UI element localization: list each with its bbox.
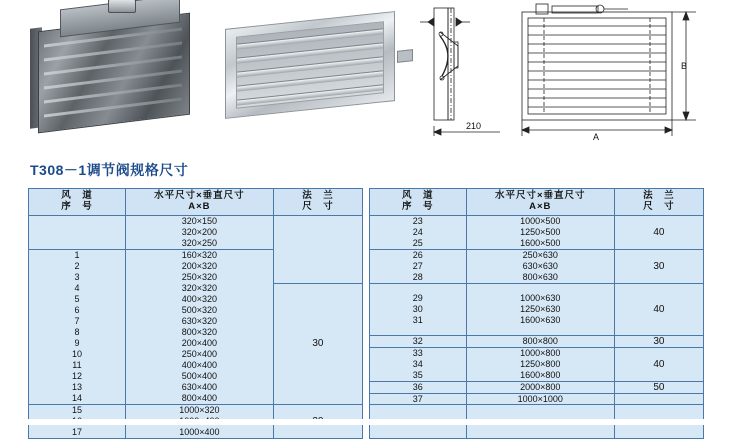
size-value: 630×400 (181, 382, 218, 392)
size-value: 1250×800 (520, 358, 561, 369)
size-value: 630×320 (181, 316, 218, 326)
header-right-seq (369, 189, 466, 216)
seq-value: 29 (412, 292, 423, 303)
seq-value: 28 (412, 272, 423, 282)
size-value: 800×320 (181, 327, 218, 337)
size-value: 1600×500 (520, 238, 561, 248)
left-size-group-1 (125, 250, 273, 405)
right-size-group-1 (466, 250, 614, 284)
seq-value: 23 (412, 216, 423, 226)
seq-value: 14 (71, 393, 82, 403)
table-column-gap (363, 393, 370, 404)
right-seq-group-2 (369, 284, 466, 336)
right-seq-group-0 (369, 216, 466, 250)
header-left-flange (273, 189, 362, 216)
size-value: 400×400 (181, 360, 218, 370)
right-flange-group-1: 30 (614, 250, 703, 284)
size-value: 250×400 (181, 349, 218, 359)
left-flange-top (273, 216, 362, 284)
right-size-group-5: 2000×800 (466, 381, 614, 393)
front-view-height-label: B (681, 61, 688, 71)
size-value: 1250×630 (520, 303, 561, 314)
size-value: 1600×800 (520, 369, 561, 380)
spec-table-wrapper (28, 188, 704, 439)
seq-value: 11 (72, 360, 82, 370)
right-flange-group-0: 40 (614, 216, 703, 250)
right-flange-group-3: 30 (614, 335, 703, 347)
size-value: 1250×500 (520, 227, 561, 237)
header-right-seq-line1: 风 道 (402, 190, 434, 202)
table-row (29, 216, 704, 250)
left-size-group-0 (125, 216, 273, 250)
header-left-seq-line2: 序 号 (61, 201, 93, 212)
right-flange-group-2: 40 (614, 284, 703, 336)
seq-value: 5 (74, 294, 80, 304)
seq-value: 4 (74, 283, 80, 293)
header-left-size-line1: 水平尺寸×垂直尺寸 (154, 190, 245, 202)
size-value: 320×320 (181, 283, 218, 293)
seq-value: 6 (74, 305, 80, 315)
size-value: 630×630 (522, 261, 558, 271)
header-left-size-line2: A×B (188, 201, 211, 212)
right-seq-group-6: 37 (369, 393, 466, 404)
right-size-group-2 (466, 284, 614, 336)
header-right-size-line1: 水平尺寸×垂直尺寸 (495, 190, 586, 202)
right-size-group-3: 800×800 (466, 335, 614, 347)
left-seq-group-1 (29, 250, 126, 405)
right-flange-group-5: 50 (614, 381, 703, 393)
seq-value: 25 (412, 238, 423, 248)
header-left-flange-line2: 尺 寸 (302, 201, 334, 212)
header-left-flange-line1: 法 兰 (302, 190, 334, 202)
seq-value: 2 (74, 261, 80, 271)
right-seq-group-4 (369, 347, 466, 381)
damper-frame (225, 11, 395, 119)
product-image-strip (0, 0, 730, 150)
header-left-size (125, 189, 273, 216)
galvanized-damper-photo (225, 6, 405, 126)
seq-value: 17 (71, 427, 82, 437)
size-value: 160×320 (181, 250, 218, 260)
right-size-group-4 (466, 347, 614, 381)
seq-value: 13 (71, 382, 82, 392)
seq-value: 3 (74, 272, 80, 282)
table-column-gap (363, 250, 370, 284)
seq-value: 33 (412, 347, 423, 358)
seq-value: 26 (412, 250, 423, 260)
seq-value: 15 (71, 405, 82, 415)
size-value: 250×320 (181, 272, 218, 282)
table-column-gap (363, 381, 370, 393)
front-view-drawing (500, 2, 715, 142)
header-left-seq-line1: 风 道 (61, 190, 93, 202)
size-value: 1600×630 (520, 314, 561, 325)
size-value: 1000×400 (179, 427, 220, 437)
page-bottom-cut (0, 419, 730, 425)
seq-value: 7 (74, 316, 80, 326)
seq-value: 27 (412, 261, 423, 271)
size-value: 250×630 (522, 250, 558, 260)
seq-value: 30 (412, 303, 423, 314)
table-column-gap (363, 284, 370, 336)
damper-mounting-lug (397, 49, 413, 63)
header-left-seq (29, 189, 126, 216)
damper-handle-knob (108, 0, 136, 13)
size-value: 400×320 (181, 294, 218, 304)
header-right-size-line2: A×B (529, 201, 552, 212)
header-right-flange-line1: 法 兰 (643, 190, 675, 202)
header-right-size (466, 189, 614, 216)
size-value: 800×630 (522, 272, 558, 282)
seq-value: 12 (71, 371, 82, 381)
size-value: 1000×320 (179, 405, 220, 415)
size-value: 200×400 (181, 338, 218, 348)
table-column-gap (363, 216, 370, 250)
size-value: 1000×500 (520, 216, 561, 226)
table-column-gap (363, 335, 370, 347)
size-value: 320×200 (181, 227, 218, 237)
right-flange-group-6 (614, 393, 703, 404)
seq-value: 34 (412, 358, 423, 369)
stainless-steel-damper-photo (30, 2, 210, 130)
table-column-gap (363, 189, 370, 216)
seq-value: 35 (412, 369, 423, 380)
side-view-dimension-label: 210 (466, 121, 482, 131)
page-title: T308－1调节阀规格尺寸 (30, 162, 189, 178)
table-column-gap (363, 347, 370, 381)
seq-value: 1 (74, 250, 80, 260)
header-right-flange (614, 189, 703, 216)
table-row (29, 250, 704, 284)
spec-table (28, 188, 704, 439)
header-right-seq-line2: 序 号 (402, 201, 434, 212)
front-view-width-label: A (593, 132, 600, 142)
header-right-flange-line2: 尺 寸 (643, 201, 675, 212)
seq-value: 8 (74, 327, 80, 337)
table-header-row (29, 189, 704, 216)
size-value: 320×150 (181, 216, 218, 226)
seq-value: 9 (74, 338, 80, 348)
seq-value: 24 (412, 227, 423, 237)
right-seq-group-1 (369, 250, 466, 284)
damper-inner-area (236, 21, 384, 109)
size-value: 1000×800 (520, 347, 561, 358)
seq-value: 10 (71, 349, 82, 359)
seq-value: 31 (412, 314, 423, 325)
right-flange-group-4: 40 (614, 347, 703, 381)
right-seq-group-3: 32 (369, 335, 466, 347)
right-seq-group-5: 36 (369, 381, 466, 393)
size-value: 800×400 (181, 393, 218, 403)
size-value: 500×320 (181, 305, 218, 315)
right-size-group-6: 1000×1000 (466, 393, 614, 404)
size-value: 500×400 (181, 371, 218, 381)
size-value: 1000×630 (520, 292, 561, 303)
left-flange-group-1: 30 (273, 284, 362, 405)
size-value: 320×250 (181, 238, 218, 248)
left-seq-group-0 (29, 216, 126, 250)
right-size-group-0 (466, 216, 614, 250)
size-value: 200×320 (181, 261, 218, 271)
